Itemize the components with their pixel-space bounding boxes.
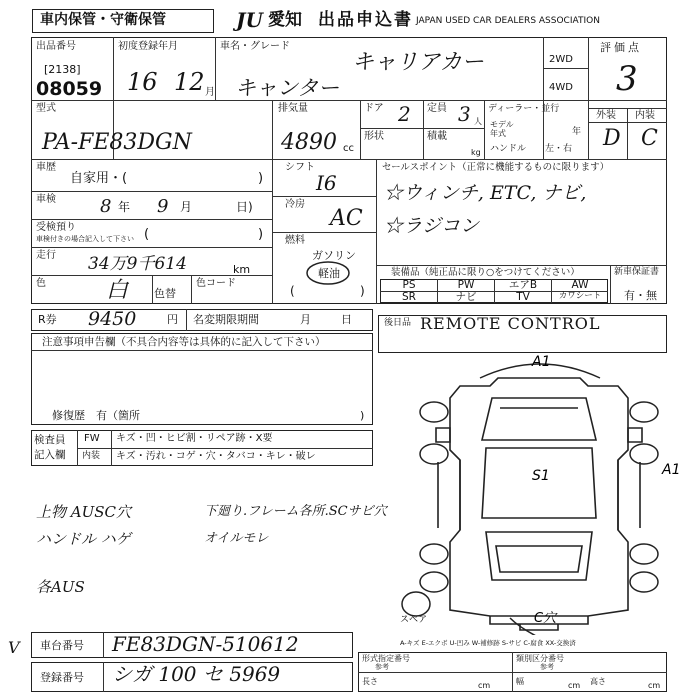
col-divider-5: [588, 37, 589, 159]
inspection-month-unit: 月: [180, 200, 193, 214]
rating-ext-label: 外装: [596, 110, 616, 121]
capacity-label: 定員: [427, 103, 447, 114]
type-label: 型式: [36, 103, 56, 114]
equipment-item: SR: [402, 291, 416, 303]
name-label: 車名・グレード: [220, 41, 290, 52]
rating-label: 評価点: [600, 41, 642, 54]
rating-ext: D: [603, 126, 621, 151]
fuel-open: (: [290, 284, 295, 298]
chassis-divider: [103, 632, 104, 658]
inspection-year: 8: [100, 196, 112, 217]
dims-height-unit: cm: [648, 681, 661, 690]
mark-a1-top: A1: [532, 354, 551, 370]
col-divider-rating: [627, 108, 628, 159]
dealer-year-unit: 年: [572, 127, 582, 137]
inspection-label: 車検: [36, 194, 56, 205]
recycle-value: 9450: [88, 308, 137, 330]
color-label: 色: [36, 278, 46, 289]
capacity-unit: 人: [474, 117, 482, 126]
fuel-gasoline: ガソリン: [312, 249, 356, 262]
inspection-year-unit: 年: [118, 200, 131, 214]
warranty-label: 新車保証書: [614, 267, 660, 277]
model-value: キャンター: [235, 76, 340, 100]
displacement-value: 4890: [281, 130, 337, 155]
dims-length-unit: cm: [478, 681, 491, 690]
col-divider-7: [423, 100, 424, 159]
inspector-int: 内装: [82, 451, 101, 461]
inspector-int-items: キズ・汚れ・コゲ・穴・タバコ・キレ・破レ: [116, 451, 316, 462]
equipment-item: PS: [402, 279, 416, 291]
dims-width: 幅: [516, 677, 524, 686]
doors-label: ドア: [364, 103, 384, 114]
shift-value: I6: [316, 171, 337, 195]
col-divider-10: [376, 159, 377, 304]
vehicle-diagram: [400, 350, 700, 635]
drive-2wd: 2WD: [549, 54, 573, 65]
fuel-close: ): [360, 284, 365, 298]
equipment-item: TV: [516, 291, 530, 303]
inspector-divider2: [111, 430, 112, 466]
inspector-label2: 記入欄: [34, 449, 66, 461]
recycle-divider: [186, 309, 187, 331]
row-divider-drive: [543, 68, 588, 69]
equipment-item: カワシート: [558, 291, 602, 301]
equipment-item: ナビ: [455, 291, 477, 303]
repair-close: ): [360, 409, 365, 422]
dims-cert: 形式指定番号: [362, 654, 410, 663]
row-divider-2: [31, 159, 667, 160]
recycle-label: R券: [38, 313, 57, 326]
lot-label: 出品番号: [36, 41, 76, 52]
warranty-options: 有・無: [624, 289, 657, 302]
ju-logo: JU: [236, 8, 263, 32]
row-divider-reception: [31, 247, 272, 248]
displacement-label: 排気量: [278, 103, 308, 114]
row-divider-equip: [376, 265, 667, 266]
remark-right-1: 下廻り.フレーム各所.SCサビ穴: [204, 504, 387, 519]
plate-label: 登録番号: [40, 671, 84, 684]
col-divider-color2: [191, 275, 192, 304]
color-value: 白: [106, 278, 129, 303]
col-divider-color: [152, 275, 153, 304]
plate-divider: [103, 662, 104, 692]
registration-month: 12: [174, 68, 205, 96]
drive-4wd: 4WD: [549, 82, 573, 93]
remark-right-2: オイルモレ: [204, 531, 269, 546]
rating-int: C: [641, 126, 658, 151]
dims-class: 類別区分番号: [516, 654, 564, 663]
fuel-diesel: 軽油: [318, 267, 340, 280]
equipment-item: AW: [571, 279, 589, 291]
mileage-label: 走行: [36, 250, 56, 261]
reception-sub: 車検付きの場合記入して下さい: [36, 235, 134, 243]
cooling-label: 冷房: [285, 199, 305, 210]
displacement-unit: cc: [343, 143, 354, 154]
equipment-grid-c3: [551, 279, 552, 303]
selling-line2: ☆ラジコン: [384, 215, 480, 237]
name-change-label: 名変期限期間: [193, 313, 259, 326]
inspector-fw: FW: [84, 433, 100, 444]
remark-left-2: ハンドル ハゲ: [36, 530, 131, 548]
type-value: PA-FE83DGN: [42, 130, 192, 155]
remark-left-1: 上物 AUSC穴: [36, 503, 131, 521]
lot-number: 08059: [36, 78, 103, 100]
equipment-label: 装備品（純正品に限り○をつけてください）: [391, 267, 580, 278]
reception-close: ): [258, 227, 264, 242]
equipment-item: PW: [457, 279, 475, 291]
registration-month-unit: 月: [205, 87, 215, 98]
row-divider-cooling: [272, 232, 376, 233]
recycle-unit: 円: [167, 313, 178, 326]
dealer-model-year: モデル年式: [490, 120, 514, 138]
mileage-unit: km: [233, 263, 251, 276]
history-close: ): [258, 171, 264, 186]
notes-label: 注意事項申告欄（不具合内容等は具体的に記入して下さい）: [42, 336, 326, 348]
lot-sub: [2138]: [44, 63, 81, 76]
registration-label: 初度登録年月: [118, 41, 178, 52]
aftermarket-label: 後日品: [384, 318, 412, 328]
check-mark: V: [8, 638, 20, 657]
row-divider-shape: [360, 128, 484, 129]
row-divider-inspection: [31, 219, 272, 220]
mark-a1-right: A1: [662, 462, 681, 478]
dims-ref2: 参考: [540, 663, 554, 671]
col-divider-warranty: [610, 265, 611, 304]
dims-ref1: 参考: [375, 663, 389, 671]
row-divider-rating2: [588, 122, 667, 123]
inspector-mid: [77, 448, 373, 449]
handle-label: ハンドル: [490, 144, 527, 154]
remark-left-3: 各AUS: [36, 578, 85, 596]
load-label: 積載: [427, 131, 447, 142]
selling-label: セールスポイント（正常に機能するものに限ります）: [382, 162, 610, 173]
mark-c: C穴: [534, 611, 557, 626]
cooling-value: AC: [330, 206, 363, 231]
rating-int-label: 内装: [635, 110, 655, 121]
registration-year: 16: [127, 68, 158, 96]
mileage-value: 34万9千614: [88, 254, 187, 274]
mark-spare: スペア: [400, 615, 428, 625]
col-divider-4: [543, 37, 544, 159]
inspection-month: 9: [157, 196, 169, 217]
col-divider-6: [360, 100, 361, 159]
handle-options: 左・右: [545, 144, 573, 154]
inspector-fw-items: キズ・凹・ヒビ割・リペア跡・X要: [116, 433, 273, 444]
doors-value: 2: [398, 102, 411, 126]
col-divider-3: [272, 100, 273, 159]
selling-line1: ☆ウィンチ, ETC, ナビ,: [384, 182, 587, 204]
notes-divider: [31, 350, 373, 351]
inspection-day-unit: 日): [236, 200, 253, 214]
reception-label: 受検預り: [36, 222, 76, 233]
load-unit: kg: [471, 148, 481, 157]
reception-open: (: [144, 227, 150, 242]
plate-value: シガ 100 セ 5969: [112, 662, 281, 686]
name-change-unit: 月日: [300, 313, 382, 326]
storage-label: 車内保管・守衛保管: [40, 12, 166, 28]
fuel-label: 燃料: [285, 235, 305, 246]
equipment-item: エアB: [508, 279, 538, 291]
row-divider-history: [31, 191, 272, 192]
chassis-value: FE83DGN-510612: [112, 632, 299, 656]
org-english: JAPAN USED CAR DEALERS ASSOCIATION: [416, 16, 600, 26]
rating-score: 3: [616, 59, 638, 99]
dims-width-unit: cm: [568, 681, 581, 690]
grade-value: キャリアカー: [352, 50, 484, 75]
history-value: 自家用・(: [70, 171, 128, 186]
color-change: 色替: [154, 287, 176, 300]
chassis-label: 車台番号: [40, 639, 84, 652]
equipment-grid-c1: [437, 279, 438, 303]
form-title: 出品申込書: [318, 10, 413, 30]
row-divider-1: [31, 100, 667, 101]
history-label: 車歴: [36, 162, 56, 173]
dims-divider: [512, 652, 513, 692]
shape-label: 形状: [364, 131, 384, 142]
fuel-diesel-circle: [304, 258, 352, 286]
dims-height: 高さ: [590, 677, 606, 686]
col-divider-2: [215, 37, 216, 101]
row-divider-shift: [272, 196, 376, 197]
inspector-label1: 検査員: [34, 434, 66, 446]
repair-history: 修復歴 有（箇所: [52, 409, 140, 422]
org-name: 愛知: [268, 10, 302, 30]
dealer-label: ディーラー・並行: [488, 104, 560, 114]
shift-label: シフト: [285, 162, 315, 173]
mark-s1: S1: [532, 468, 550, 484]
color-code-label: 色コード: [196, 278, 236, 289]
dims-length: 長さ: [362, 677, 378, 686]
capacity-value: 3: [458, 102, 471, 126]
col-divider-8: [484, 100, 485, 159]
damage-legend: A-キズ E-エクボ U-凹み W-補修跡 S-サビ C-腐食 XX-交換済: [400, 639, 576, 647]
aftermarket-value: REMOTE CONTROL: [420, 314, 601, 333]
equipment-grid-c2: [494, 279, 495, 303]
